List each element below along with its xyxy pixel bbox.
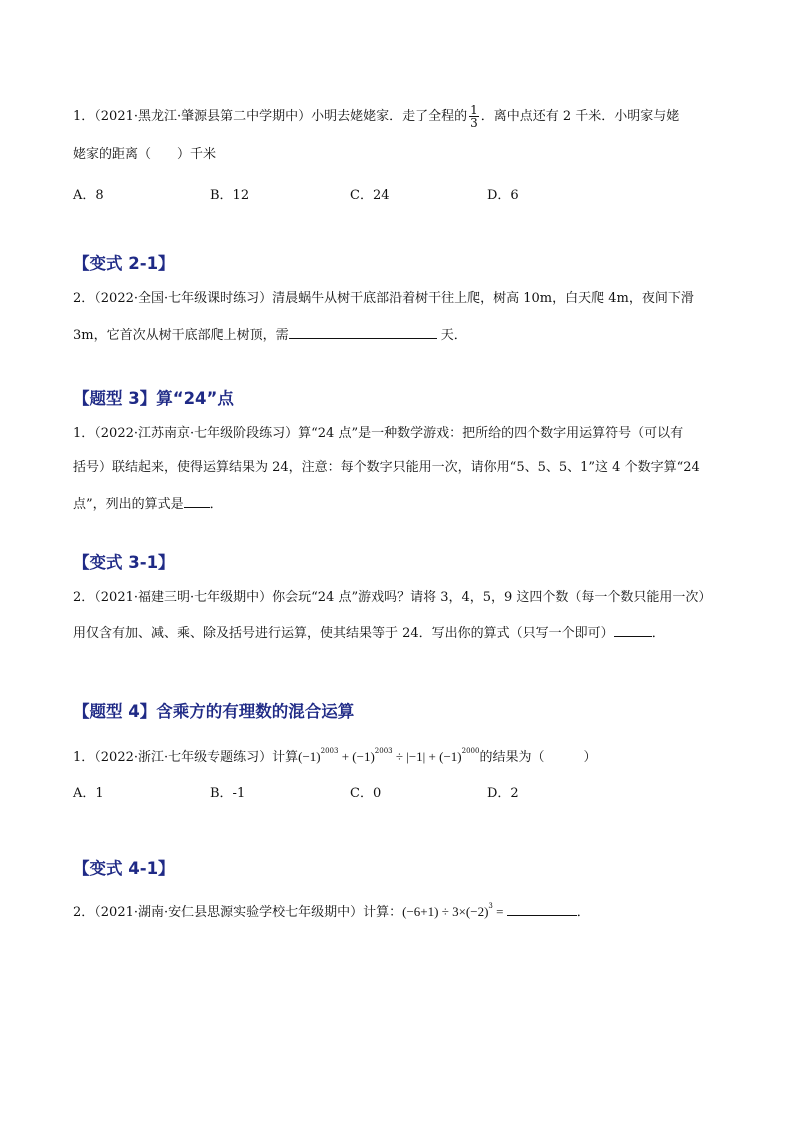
question-text-line2	[73, 622, 665, 643]
question-text: 2．（2022·全国·七年级课时练习）清晨蜗牛从树干底部沿着树干往上爬，树高 10m，白天爬 4m，夜间下滑	[73, 291, 694, 306]
math: (−1)	[298, 749, 321, 764]
exponent: 2003	[374, 747, 393, 755]
question-text-line3	[73, 493, 223, 514]
section-heading: 【题型 4】含乘方的有理数的混合运算	[73, 702, 355, 721]
question-text: 2．（2021·福建三明·七年级期中）你会玩“24 点”游戏吗？请将 3，4，5，9 这四个数（每一个数只能用一次）	[73, 590, 712, 605]
fraction-numerator: 1	[470, 103, 478, 117]
text: 2．（2021·湖南·安仁县思源实验学校七年级期中）计算：	[73, 905, 403, 920]
text: ．	[209, 497, 223, 512]
fraction-denominator: 3	[470, 116, 478, 130]
section-heading: 【变式 2-1】	[73, 254, 175, 273]
math: =	[492, 904, 507, 919]
option-b: B．-1	[210, 786, 246, 801]
text: 天．	[436, 328, 467, 343]
question-text	[73, 742, 596, 767]
answer-blank	[289, 324, 437, 339]
exponent: 2000	[461, 747, 480, 755]
text: 点”，列出的算式是	[73, 497, 184, 512]
math: + (−1)	[338, 749, 375, 764]
math: ÷ |−1| + (−1)	[392, 749, 462, 764]
question-text-line2	[73, 324, 467, 345]
section-heading: 【题型 3】算“24”点	[73, 389, 234, 408]
text: 1．（2022·浙江·七年级专题练习）计算	[73, 750, 299, 765]
question-text: 1．（2022·江苏南京·七年级阶段练习）算“24 点”是一种数学游戏：把所给的四个数字用运算符号（可以有	[73, 426, 684, 441]
math: (−6+1) ÷ 3×(−2)	[402, 904, 489, 919]
exponent: 3	[488, 902, 493, 910]
option-d: D．6	[487, 188, 519, 203]
text: 用仅含有加、减、乘、除及括号进行运算，使其结果等于 24．写出你的算式（只写一个即可）	[73, 626, 614, 641]
section-heading: 【变式 4-1】	[73, 859, 175, 878]
option-c: C．24	[350, 188, 390, 203]
question-stem-cont: ．离中点还有 2 千米．小明家与姥	[480, 109, 680, 124]
text: 3m，它首次从树干底部爬上树顶，需	[73, 328, 289, 343]
fraction	[469, 104, 479, 129]
answer-blank	[184, 493, 210, 508]
question-text-line2: 姥家的距离（ ）千米	[73, 147, 217, 162]
answer-blank	[614, 622, 652, 637]
option-c: C．0	[350, 786, 382, 801]
option-a: A．8	[73, 188, 104, 203]
option-b: B．12	[210, 188, 250, 203]
exponent: 2003	[320, 747, 339, 755]
option-a: A．1	[73, 786, 104, 801]
answer-blank	[507, 901, 577, 916]
text: 的结果为（ ）	[479, 750, 597, 765]
section-heading: 【变式 3-1】	[73, 553, 175, 572]
option-d: D．2	[487, 786, 519, 801]
question-text	[73, 104, 679, 129]
question-text-line2: 括号）联结起来，使得运算结果为 24，注意：每个数字只能用一次，请你用“5、5、5、1”这 4 个数字算“24	[73, 460, 700, 475]
text: ．	[576, 905, 590, 920]
question-text	[73, 897, 590, 922]
question-stem: 1．（2021·黑龙江·肇源县第二中学期中）小明去姥姥家．走了全程的	[73, 109, 468, 124]
text: ．	[651, 626, 665, 641]
